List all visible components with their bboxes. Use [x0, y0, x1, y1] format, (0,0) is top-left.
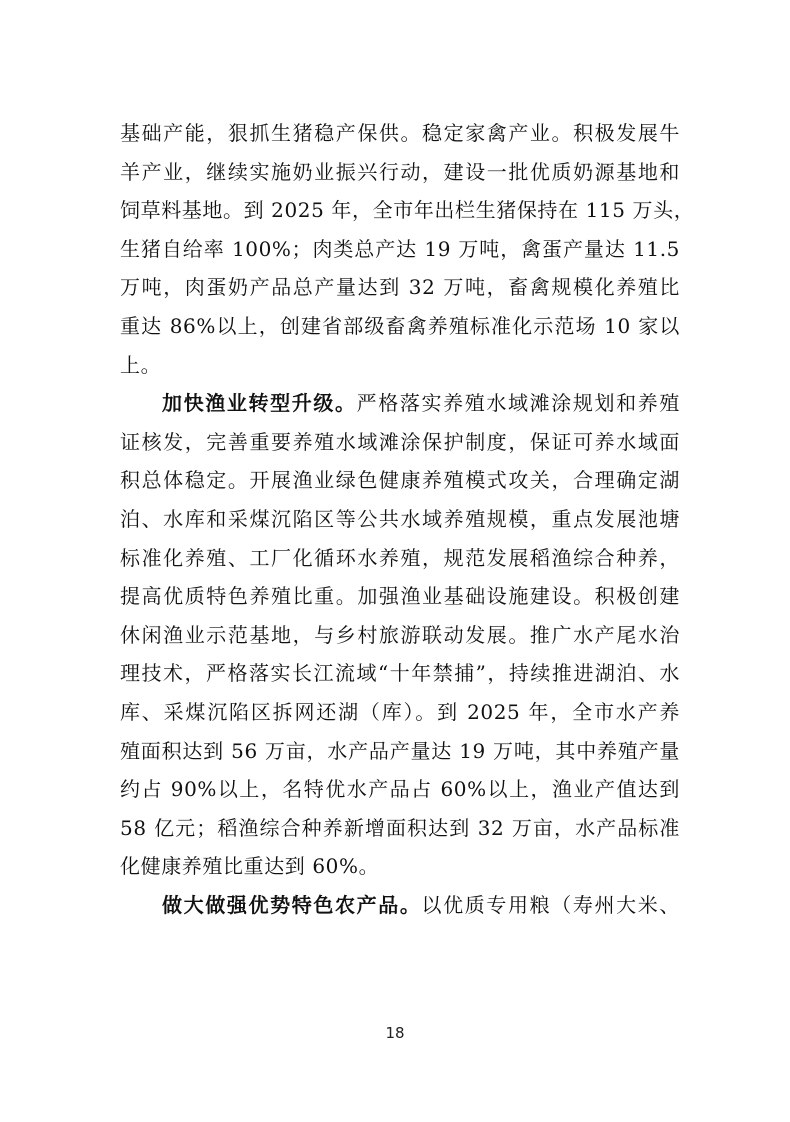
text-line: 休闲渔业示范基地，与乡村旅游联动发展。推广水产尾水治: [120, 622, 680, 647]
body-text: [120, 114, 695, 924]
paragraph-specialty-products: [120, 886, 680, 925]
text-line: 生猪自给率 100%；肉类总产达 19 万吨，禽蛋产量达 11.5: [120, 236, 680, 261]
text-line: 羊产业，继续实施奶业振兴行动，建设一批优质奶源基地和: [120, 159, 680, 184]
text-line: 饲草料基地。到 2025 年，全市年出栏生猪保持在 115 万头，: [120, 198, 695, 223]
text-line: 证核发，完善重要养殖水域滩涂保护制度，保证可养水域面: [120, 429, 680, 454]
text-line: 重达 86%以上，创建省部级畜禽养殖标准化示范场 10 家以: [120, 313, 680, 338]
text-line: 约占 90%以上，名特优水产品占 60%以上，渔业产值达到: [120, 777, 680, 802]
text-line: 化健康养殖比重达到 60%。: [120, 854, 380, 879]
paragraph-fishery: [120, 384, 680, 886]
text-line: 理技术，严格落实长江流域“十年禁捕”，持续推进湖泊、水: [120, 661, 680, 686]
section-heading-specialty: 做大做强优势特色农产品。: [162, 892, 422, 917]
text-run: 以优质专用粮（寿州大米、: [421, 892, 680, 917]
text-line: 库、采煤沉陷区拆网还湖（库）。到 2025 年，全市水产养: [120, 699, 680, 724]
text-line: 58 亿元；稻渔综合种养新增面积达到 32 万亩，水产品标准: [120, 815, 680, 840]
section-heading-fishery: 加快渔业转型升级。: [162, 391, 357, 416]
text-line: 积总体稳定。开展渔业绿色健康养殖模式攻关，合理确定湖: [120, 468, 680, 493]
text-line: [120, 886, 680, 925]
paragraph-livestock: [120, 114, 695, 384]
text-line: 标准化养殖、工厂化循环水养殖，规范发展稻渔综合种养，: [120, 545, 680, 570]
text-line: 上。: [120, 352, 162, 377]
text-line: 殖面积达到 56 万亩，水产品产量达 19 万吨，其中养殖产量: [120, 738, 680, 763]
text-run: 严格落实养殖水域滩涂规划和养殖: [356, 391, 681, 416]
text-line: 万吨，肉蛋奶产品总产量达到 32 万吨，畜禽规模化养殖比: [120, 275, 680, 300]
text-line: 泊、水库和采煤沉陷区等公共水域养殖规模，重点发展池塘: [120, 506, 680, 531]
text-line: [120, 384, 680, 423]
text-line: 基础产能，狠抓生猪稳产保供。稳定家禽产业。积极发展牛: [120, 121, 680, 145]
text-line: 提高优质特色养殖比重。加强渔业基础设施建设。积极创建: [120, 584, 680, 609]
page-number: 18: [385, 1024, 405, 1042]
